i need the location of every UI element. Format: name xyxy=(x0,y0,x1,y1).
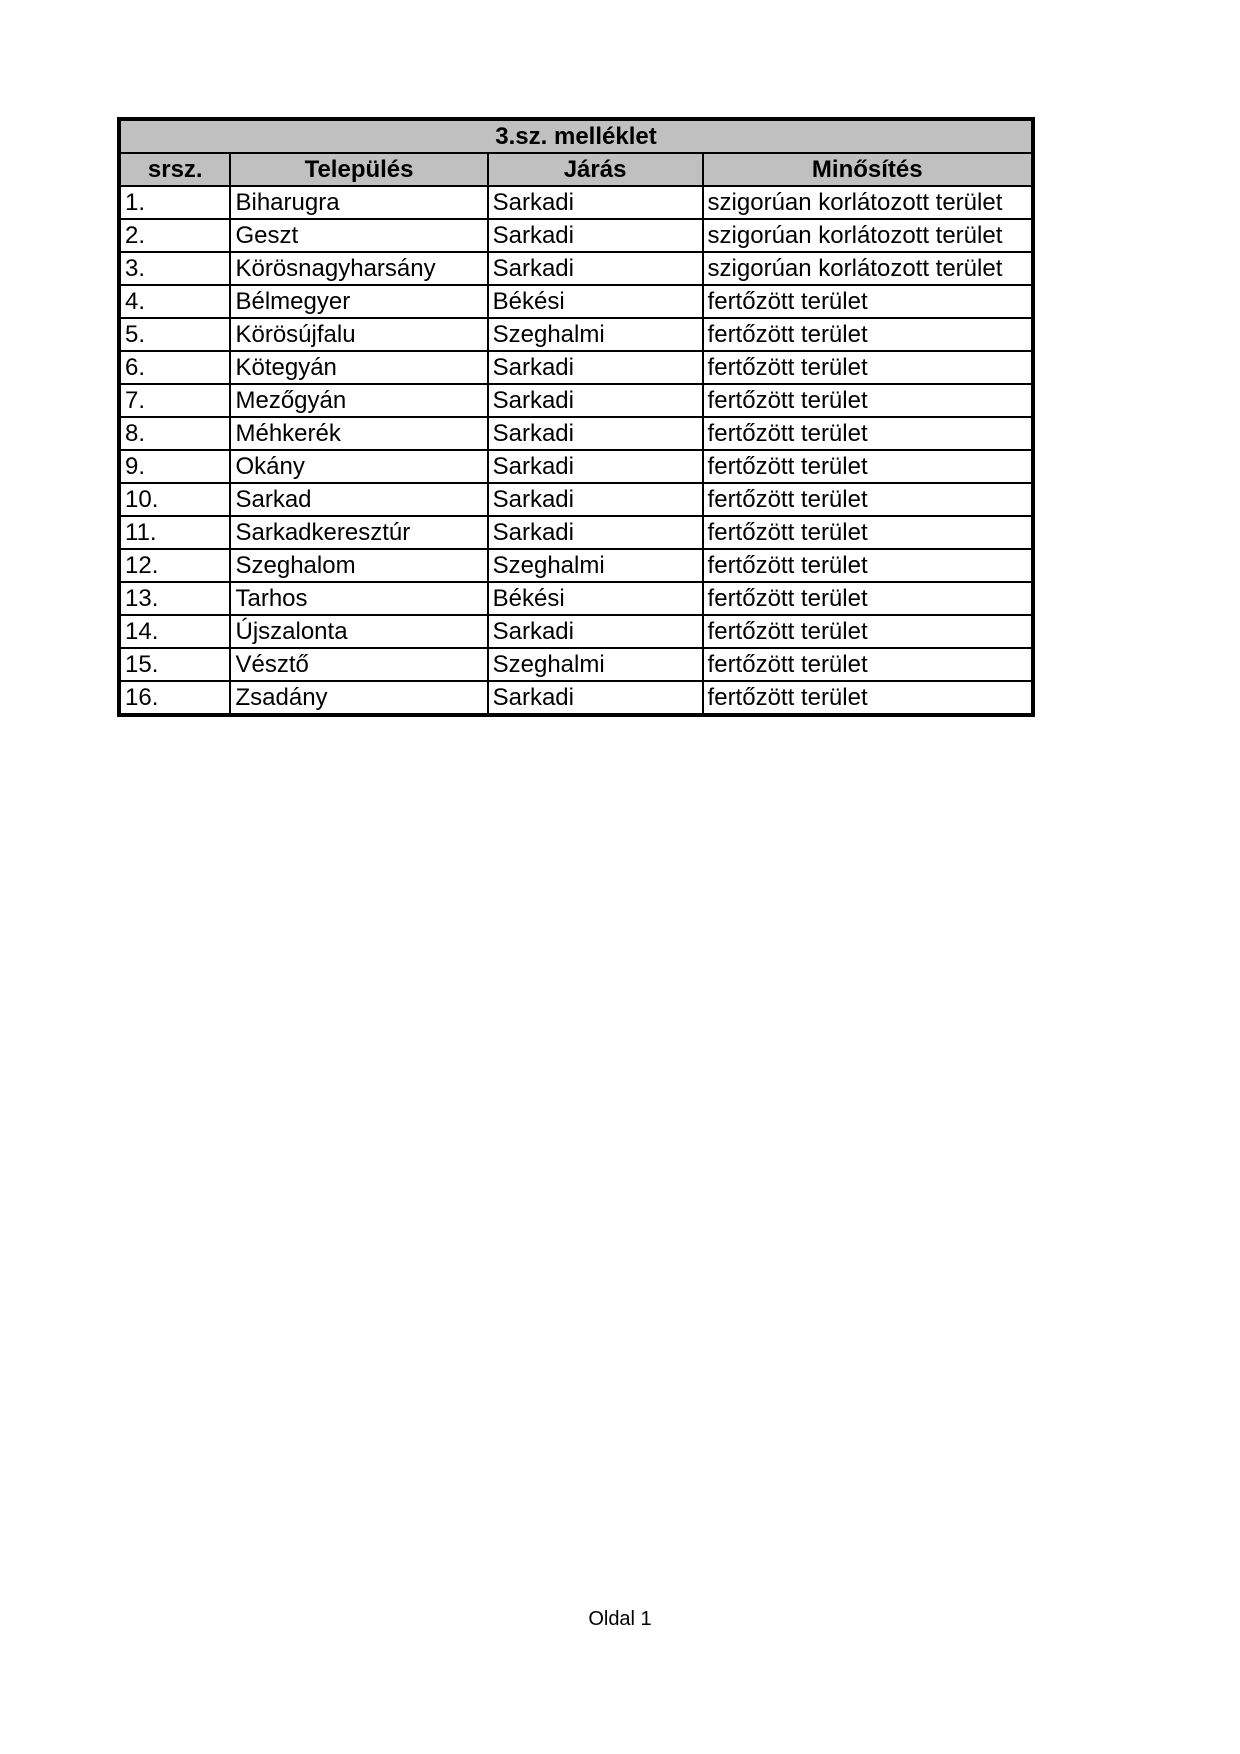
cell-settlement: Mezőgyán xyxy=(230,384,487,417)
cell-serial-number: 3. xyxy=(119,252,230,285)
cell-settlement: Körösújfalu xyxy=(230,318,487,351)
cell-classification: szigorúan korlátozott terület xyxy=(703,186,1033,219)
cell-district: Szeghalmi xyxy=(488,648,703,681)
cell-classification: fertőzött terület xyxy=(703,582,1033,615)
table-row xyxy=(119,450,1033,483)
cell-district: Sarkadi xyxy=(488,450,703,483)
cell-classification: fertőzött terület xyxy=(703,681,1033,715)
cell-settlement: Méhkerék xyxy=(230,417,487,450)
cell-settlement: Sarkadkeresztúr xyxy=(230,516,487,549)
cell-serial-number: 16. xyxy=(119,681,230,715)
cell-serial-number: 7. xyxy=(119,384,230,417)
cell-settlement: Kötegyán xyxy=(230,351,487,384)
cell-serial-number: 6. xyxy=(119,351,230,384)
cell-classification: szigorúan korlátozott terület xyxy=(703,219,1033,252)
cell-classification: szigorúan korlátozott terület xyxy=(703,252,1033,285)
cell-settlement: Biharugra xyxy=(230,186,487,219)
cell-district: Sarkadi xyxy=(488,681,703,715)
table-row xyxy=(119,648,1033,681)
table-row xyxy=(119,516,1033,549)
cell-district: Sarkadi xyxy=(488,516,703,549)
table-row xyxy=(119,384,1033,417)
cell-settlement: Szeghalom xyxy=(230,549,487,582)
cell-classification: fertőzött terület xyxy=(703,615,1033,648)
table-row xyxy=(119,219,1033,252)
page-number: Oldal 1 xyxy=(588,1608,652,1630)
table-row xyxy=(119,615,1033,648)
cell-serial-number: 1. xyxy=(119,186,230,219)
cell-settlement: Sarkad xyxy=(230,483,487,516)
cell-serial-number: 9. xyxy=(119,450,230,483)
cell-district: Békési xyxy=(488,582,703,615)
cell-district: Szeghalmi xyxy=(488,549,703,582)
cell-district: Békési xyxy=(488,285,703,318)
cell-district: Sarkadi xyxy=(488,615,703,648)
table-row xyxy=(119,285,1033,318)
cell-district: Sarkadi xyxy=(488,219,703,252)
table-row xyxy=(119,318,1033,351)
cell-serial-number: 13. xyxy=(119,582,230,615)
cell-serial-number: 11. xyxy=(119,516,230,549)
cell-district: Sarkadi xyxy=(488,417,703,450)
header-classification: Minősítés xyxy=(703,153,1033,186)
cell-settlement: Okány xyxy=(230,450,487,483)
cell-settlement: Tarhos xyxy=(230,582,487,615)
cell-serial-number: 5. xyxy=(119,318,230,351)
cell-serial-number: 14. xyxy=(119,615,230,648)
cell-classification: fertőzött terület xyxy=(703,285,1033,318)
table-row xyxy=(119,582,1033,615)
cell-classification: fertőzött terület xyxy=(703,648,1033,681)
cell-classification: fertőzött terület xyxy=(703,516,1033,549)
cell-district: Sarkadi xyxy=(488,384,703,417)
cell-settlement: Geszt xyxy=(230,219,487,252)
cell-classification: fertőzött terület xyxy=(703,318,1033,351)
table-row xyxy=(119,483,1033,516)
title-row xyxy=(119,119,1033,153)
cell-settlement: Zsadány xyxy=(230,681,487,715)
cell-serial-number: 2. xyxy=(119,219,230,252)
table-row xyxy=(119,186,1033,219)
cell-district: Sarkadi xyxy=(488,351,703,384)
table-title: 3.sz. melléklet xyxy=(119,119,1033,153)
table-body xyxy=(119,186,1033,715)
header-serial-number: srsz. xyxy=(119,153,230,186)
table-row xyxy=(119,351,1033,384)
cell-district: Sarkadi xyxy=(488,186,703,219)
cell-classification: fertőzött terület xyxy=(703,417,1033,450)
cell-serial-number: 10. xyxy=(119,483,230,516)
cell-settlement: Körösnagyharsány xyxy=(230,252,487,285)
cell-district: Sarkadi xyxy=(488,252,703,285)
cell-serial-number: 4. xyxy=(119,285,230,318)
header-row xyxy=(119,153,1033,186)
header-district: Járás xyxy=(488,153,703,186)
header-settlement: Település xyxy=(230,153,487,186)
cell-classification: fertőzött terület xyxy=(703,450,1033,483)
cell-district: Sarkadi xyxy=(488,483,703,516)
cell-classification: fertőzött terület xyxy=(703,483,1033,516)
cell-classification: fertőzött terület xyxy=(703,351,1033,384)
cell-settlement: Bélmegyer xyxy=(230,285,487,318)
cell-serial-number: 15. xyxy=(119,648,230,681)
cell-settlement: Újszalonta xyxy=(230,615,487,648)
table-row xyxy=(119,549,1033,582)
table-row xyxy=(119,252,1033,285)
cell-classification: fertőzött terület xyxy=(703,549,1033,582)
table-row xyxy=(119,681,1033,715)
cell-serial-number: 12. xyxy=(119,549,230,582)
table-row xyxy=(119,417,1033,450)
cell-district: Szeghalmi xyxy=(488,318,703,351)
cell-serial-number: 8. xyxy=(119,417,230,450)
annex-table xyxy=(117,117,1035,717)
cell-classification: fertőzött terület xyxy=(703,384,1033,417)
cell-settlement: Vésztő xyxy=(230,648,487,681)
